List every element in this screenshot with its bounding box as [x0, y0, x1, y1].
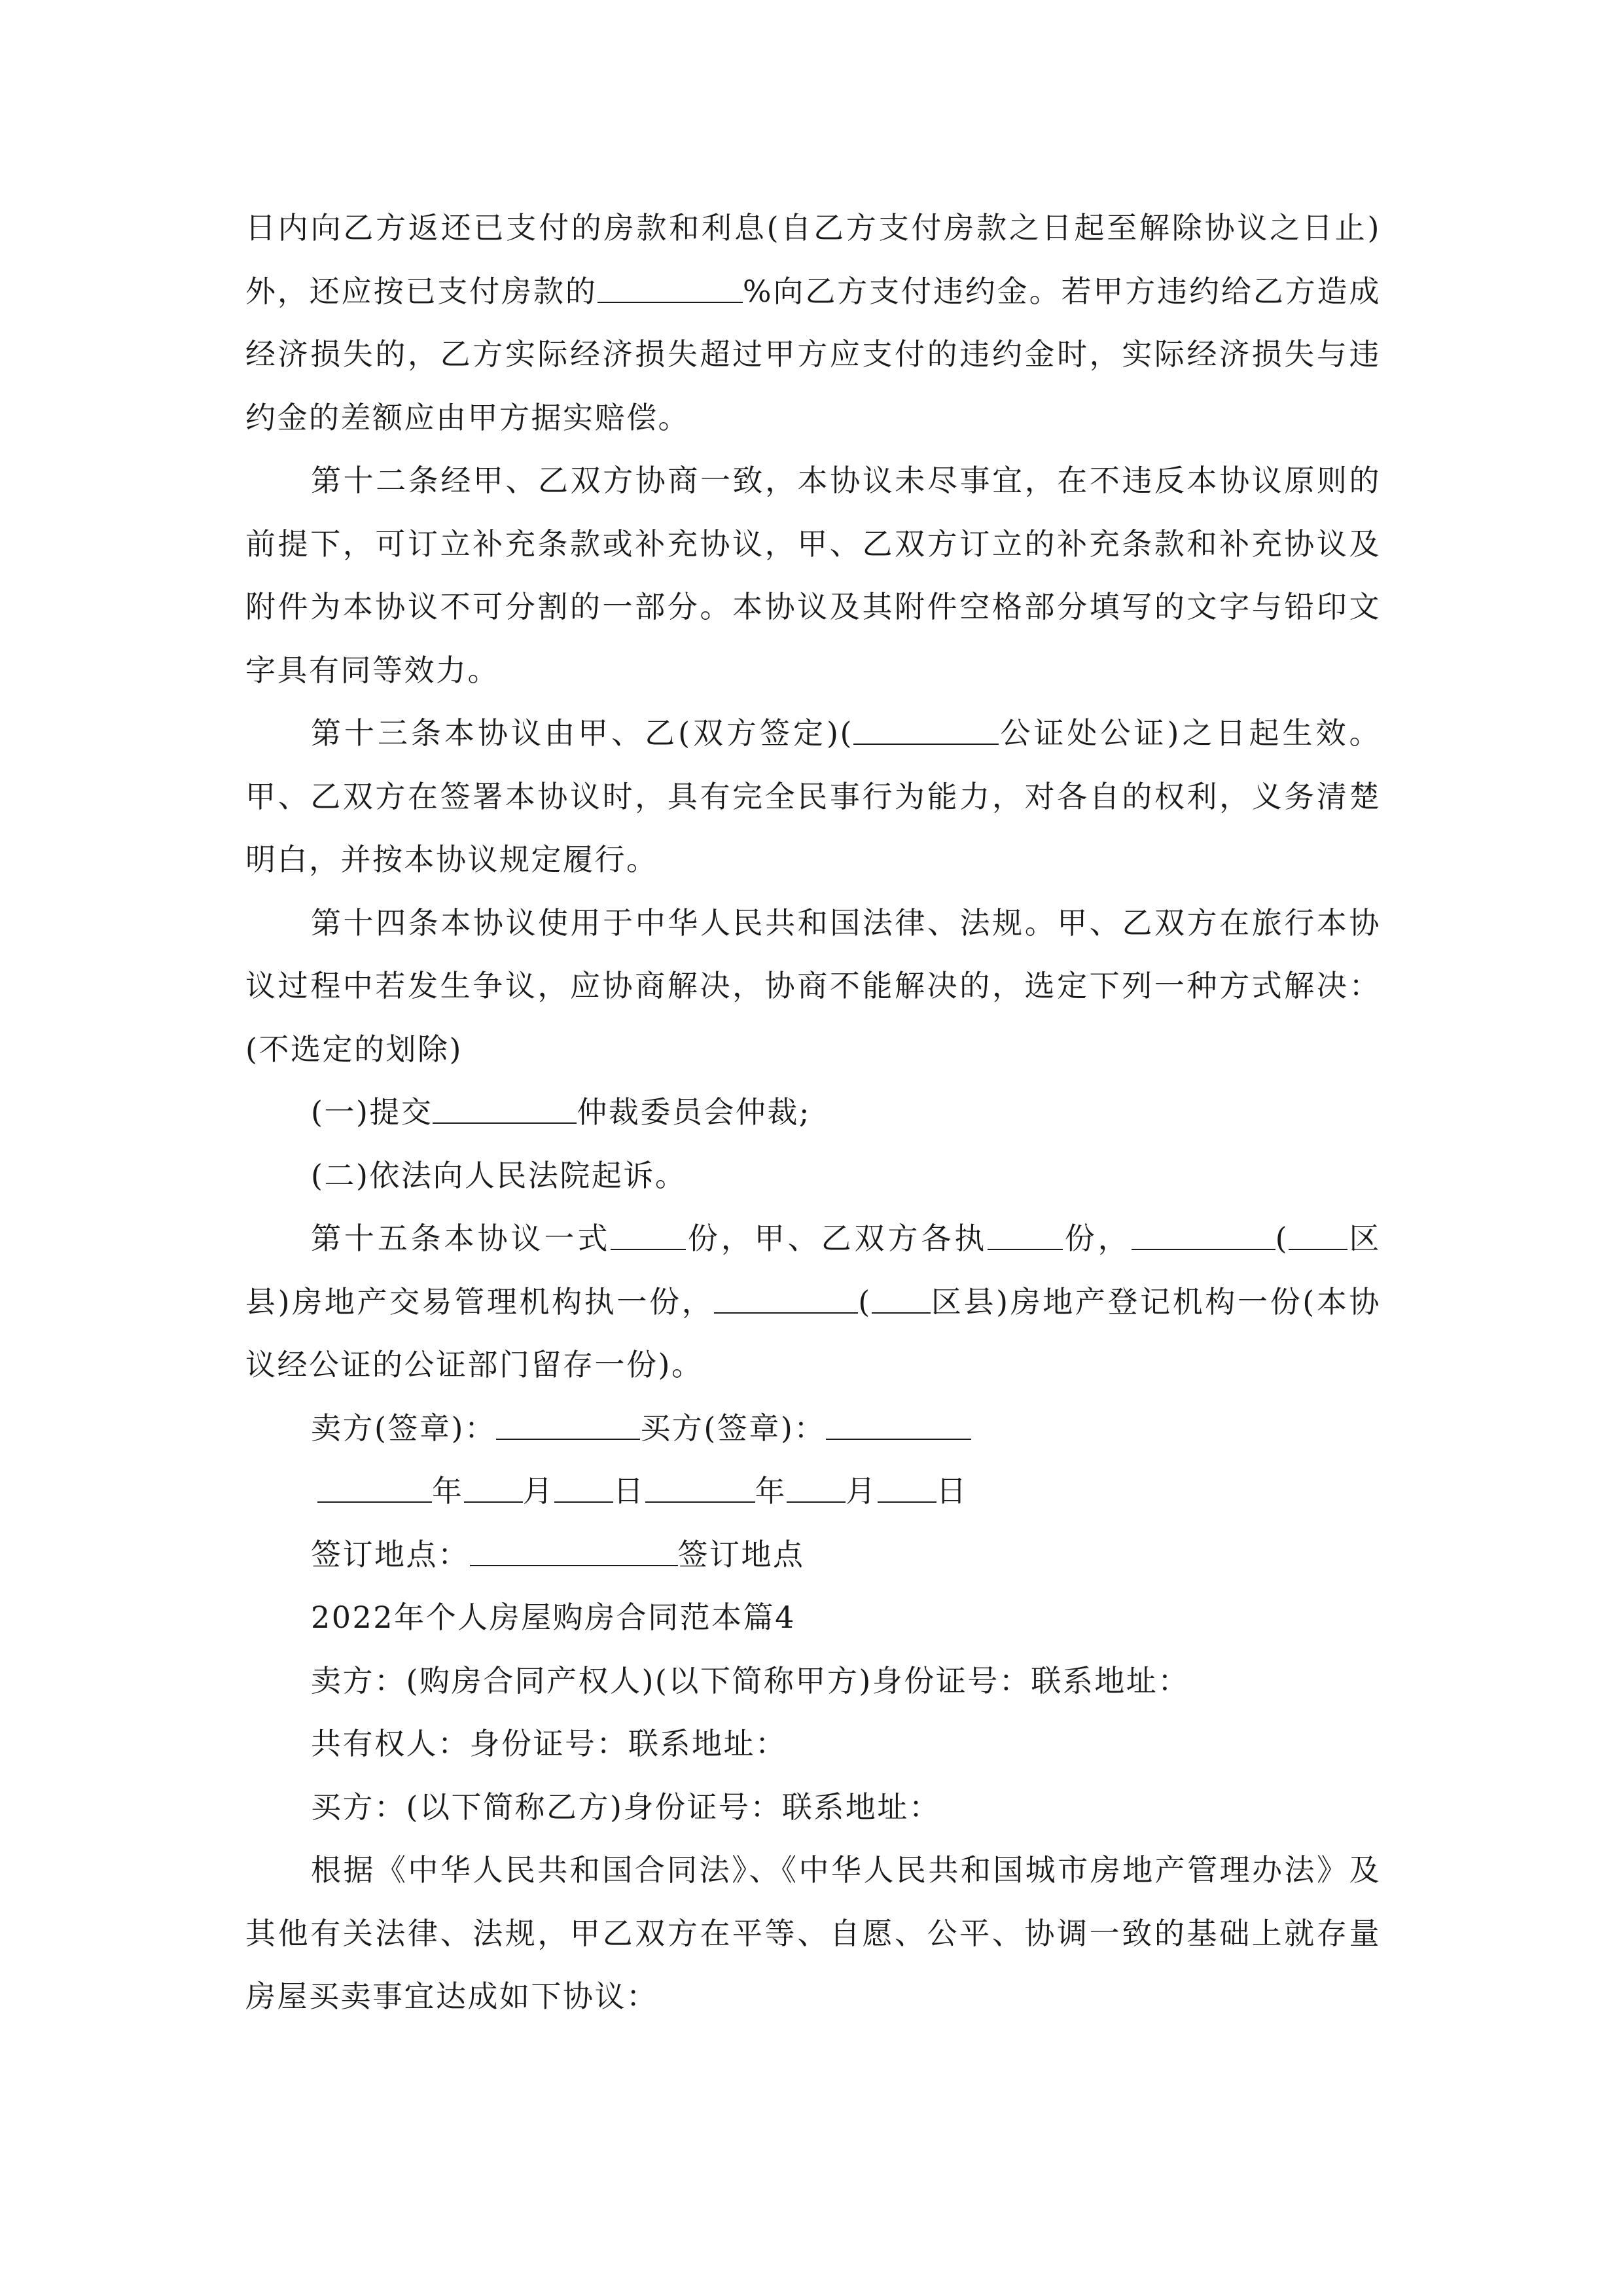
day-label: 日 — [936, 1473, 968, 1509]
paragraph-text: 区县)房地产登记机构一份(本协议经公证的公证部门留存一份)。 — [245, 1283, 1381, 1382]
paragraph-text: 日内向乙方返还已支付的房款和利息(自乙方支付房款之日起至解除协议之日止)外，还应按已支付房款的 — [245, 210, 1381, 309]
paragraph-article-13 — [245, 702, 1381, 891]
signature-line — [245, 1397, 1381, 1460]
blank-signing-place — [470, 1535, 678, 1566]
paragraph-article-14: 第十四条本协议使用于中华人民共和国法律、法规。甲、乙双方在旅行本协议过程中若发生争议，应协商解决，协商不能解决的，选定下列一种方式解决：(不选定的划除) — [245, 905, 1381, 1067]
blank-copies-total — [611, 1219, 686, 1250]
document-body — [245, 196, 1381, 2028]
paragraph-text: 仲裁委员会仲裁; — [577, 1094, 811, 1130]
blank-arbitration-committee — [433, 1092, 577, 1124]
month-label: 月 — [846, 1473, 878, 1509]
paragraph-text: ( — [1275, 1221, 1289, 1256]
date-line — [245, 1460, 1381, 1523]
year-label: 年 — [755, 1473, 787, 1509]
month-label: 月 — [522, 1473, 554, 1509]
blank-buyer-signature — [826, 1408, 971, 1440]
blank-district — [1289, 1219, 1347, 1250]
blank-district-name — [714, 1282, 858, 1314]
blank-year — [317, 1471, 432, 1503]
paragraph-preamble: 根据《中华人民共和国合同法》、《中华人民共和国城市房地产管理办法》及其他有关法律、法规，甲乙双方在平等、自愿、公平、协调一致的基础上就存量房屋买卖事宜达成如下协议： — [245, 1852, 1381, 2014]
paragraph-text: 第十五条本协议一式 — [311, 1221, 611, 1256]
buyer-signature-label: 买方(签章)： — [640, 1410, 826, 1446]
blank-month — [464, 1471, 523, 1503]
blank-district — [872, 1282, 931, 1314]
paragraph-co-owner-info: 共有权人：身份证号：联系地址： — [311, 1726, 787, 1761]
paragraph-text: ( — [858, 1283, 872, 1319]
paragraph-text: 公证处公证)之日起生效。甲、乙双方在签署本协议时，具有完全民事行为能力，对各自的权利，义务清楚明白，并按本协议规定履行。 — [245, 715, 1382, 877]
signing-place-label: 签订地点 — [677, 1536, 805, 1572]
paragraph-text: 第十三条本协议由甲、乙(双方签定)( — [311, 715, 853, 751]
blank-month — [787, 1471, 846, 1503]
paragraph-seller-info: 卖方：(购房合同产权人)(以下简称甲方)身份证号：联系地址： — [311, 1662, 1190, 1698]
blank-seller-signature — [496, 1408, 640, 1440]
section-title: 2022年个人房屋购房合同范本篇4 — [311, 1600, 796, 1635]
paragraph-breach-compensation — [245, 196, 1381, 449]
seller-signature-label: 卖方(签章)： — [311, 1410, 497, 1446]
paragraph-article-12: 第十二条经甲、乙双方协商一致，本协议未尽事宜，在不违反本协议原则的前提下，可订立补充条款或补充协议，甲、乙双方订立的补充条款和补充协议及附件为本协议不可分割的一部分。本协议及其附件空格部分填写的文字与铅印文字具有同等效力。 — [245, 463, 1381, 688]
blank-copies-each — [988, 1219, 1063, 1250]
paragraph-article-15 — [245, 1207, 1381, 1397]
paragraph-option-arbitration — [245, 1081, 1381, 1144]
paragraph-text: 份，甲、乙双方各执 — [686, 1221, 988, 1256]
paragraph-option-court: (二)依法向人民法院起诉。 — [311, 1157, 687, 1193]
paragraph-buyer-info: 买方：(以下简称乙方)身份证号：联系地址： — [311, 1789, 941, 1825]
blank-day — [878, 1471, 936, 1503]
paragraph-text: %向乙方支付违约金。若甲方违约给乙方造成经济损失的，乙方实际经济损失超过甲方应支付的违约金时，实际经济损失与违约金的差额应由甲方据实赔偿。 — [245, 273, 1381, 435]
signing-place-label: 签订地点： — [311, 1536, 470, 1572]
paragraph-text: 份， — [1063, 1221, 1132, 1256]
blank-year — [645, 1471, 755, 1503]
day-label: 日 — [613, 1473, 645, 1509]
year-label: 年 — [432, 1473, 464, 1509]
signing-place-line — [245, 1523, 1381, 1587]
paragraph-text: 区县)房地产交易管理机构执一份， — [245, 1221, 1382, 1319]
blank-district-name — [1132, 1219, 1275, 1250]
blank-notary-office — [853, 713, 999, 745]
blank-penalty-percent — [597, 272, 743, 303]
blank-day — [554, 1471, 613, 1503]
paragraph-text: (一)提交 — [311, 1094, 433, 1130]
